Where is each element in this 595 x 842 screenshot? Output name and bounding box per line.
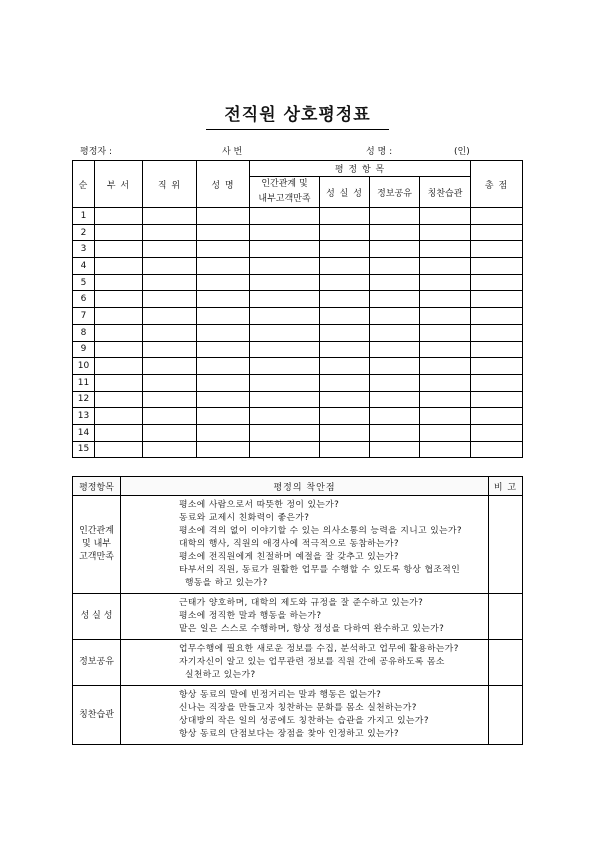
cell-position[interactable] <box>143 391 197 408</box>
cell-dept[interactable] <box>95 308 143 325</box>
header-position: 직 위 <box>143 161 197 208</box>
cell-praise[interactable] <box>420 391 471 408</box>
row-number: 8 <box>73 324 95 341</box>
cell-name[interactable] <box>197 358 250 375</box>
cell-position[interactable] <box>143 408 197 425</box>
table-row <box>73 224 523 241</box>
row-number: 10 <box>73 358 95 375</box>
cell-info-sharing[interactable] <box>370 341 420 358</box>
table-row <box>73 408 523 425</box>
guide-category-line: 인간관계 <box>79 526 114 536</box>
cell-info-sharing[interactable] <box>370 224 420 241</box>
cell-total[interactable] <box>471 324 523 341</box>
row-number: 13 <box>73 408 95 425</box>
guide-category <box>73 594 121 640</box>
cell-name[interactable] <box>197 441 250 458</box>
cell-dept[interactable] <box>95 208 143 225</box>
cell-sincerity[interactable] <box>320 308 370 325</box>
guide-category-line: 정보공유 <box>79 657 114 667</box>
header-item-relations-line1: 인간관계 및 <box>261 179 308 189</box>
cell-relations[interactable] <box>250 308 320 325</box>
guide-remarks-cell[interactable] <box>489 640 523 686</box>
cell-info-sharing[interactable] <box>370 308 420 325</box>
cell-total[interactable] <box>471 341 523 358</box>
cell-sincerity[interactable] <box>320 208 370 225</box>
cell-position[interactable] <box>143 324 197 341</box>
table-row <box>73 308 523 325</box>
cell-position[interactable] <box>143 341 197 358</box>
cell-praise[interactable] <box>420 308 471 325</box>
seal-mark: (인) <box>454 147 470 157</box>
cell-position[interactable] <box>143 424 197 441</box>
row-number: 4 <box>73 258 95 275</box>
guide-points <box>121 496 489 594</box>
cell-relations[interactable] <box>250 374 320 391</box>
row-number: 14 <box>73 424 95 441</box>
cell-dept[interactable] <box>95 358 143 375</box>
name-label: 성 명 : <box>366 147 393 157</box>
cell-dept[interactable] <box>95 341 143 358</box>
cell-praise[interactable] <box>420 274 471 291</box>
cell-praise[interactable] <box>420 258 471 275</box>
cell-praise[interactable] <box>420 408 471 425</box>
guide-point-item: 평소에 전직원에게 친절하며 예절을 잘 갖추고 있는가? <box>179 552 399 562</box>
cell-position[interactable] <box>143 258 197 275</box>
cell-total[interactable] <box>471 308 523 325</box>
cell-total[interactable] <box>471 241 523 258</box>
cell-name[interactable] <box>197 374 250 391</box>
header-total: 총 점 <box>471 161 523 208</box>
cell-relations[interactable] <box>250 424 320 441</box>
guide-point-item: 동료와 교제시 친화력이 좋은가? <box>179 513 310 523</box>
cell-sincerity[interactable] <box>320 291 370 308</box>
cell-dept[interactable] <box>95 258 143 275</box>
cell-relations[interactable] <box>250 441 320 458</box>
cell-info-sharing[interactable] <box>370 374 420 391</box>
cell-praise[interactable] <box>420 424 471 441</box>
cell-sincerity[interactable] <box>320 241 370 258</box>
cell-name[interactable] <box>197 241 250 258</box>
header-item-sincerity: 성 실 성 <box>320 177 370 208</box>
header-item-relations-line2: 내부고객만족 <box>258 194 311 204</box>
cell-sincerity[interactable] <box>320 408 370 425</box>
guide-point-item: 실천하고 있는가? <box>185 670 256 680</box>
table-row <box>73 274 523 291</box>
guide-point-item: 평소에 격의 없이 이야기할 수 있는 의사소통의 능력을 지니고 있는가? <box>179 526 462 536</box>
cell-name[interactable] <box>197 324 250 341</box>
cell-dept[interactable] <box>95 224 143 241</box>
guide-point-item: 항상 동료의 말에 빈정거리는 말과 행동은 없는가? <box>179 690 382 700</box>
row-number: 2 <box>73 224 95 241</box>
header-item-relations <box>250 177 320 208</box>
row-number: 6 <box>73 291 95 308</box>
guide-point-item: 근태가 양호하며, 대학의 제도와 규정을 잘 준수하고 있는가? <box>179 598 424 608</box>
cell-position[interactable] <box>143 308 197 325</box>
guide-point-item: 평소에 사람으로서 따뜻한 정이 있는가? <box>179 500 340 510</box>
cell-total[interactable] <box>471 408 523 425</box>
guide-point-item: 업무수행에 필요한 새로운 정보를 수집, 분석하고 업무에 활용하는가? <box>179 644 459 654</box>
cell-praise[interactable] <box>420 324 471 341</box>
cell-sincerity[interactable] <box>320 224 370 241</box>
cell-position[interactable] <box>143 241 197 258</box>
table-row <box>73 424 523 441</box>
cell-info-sharing[interactable] <box>370 258 420 275</box>
row-number: 15 <box>73 441 95 458</box>
cell-dept[interactable] <box>95 441 143 458</box>
cell-position[interactable] <box>143 274 197 291</box>
page-title: 전직원 상호평정표 <box>206 103 389 130</box>
row-number: 1 <box>73 208 95 225</box>
cell-total[interactable] <box>471 291 523 308</box>
cell-position[interactable] <box>143 358 197 375</box>
cell-total[interactable] <box>471 441 523 458</box>
guide-category-line: 및 내부 <box>82 539 111 549</box>
table-row <box>73 241 523 258</box>
cell-relations[interactable] <box>250 241 320 258</box>
cell-total[interactable] <box>471 374 523 391</box>
cell-relations[interactable] <box>250 408 320 425</box>
cell-relations[interactable] <box>250 324 320 341</box>
cell-praise[interactable] <box>420 358 471 375</box>
cell-praise[interactable] <box>420 208 471 225</box>
cell-dept[interactable] <box>95 424 143 441</box>
cell-total[interactable] <box>471 274 523 291</box>
employee-id-label: 사 번 <box>222 147 243 157</box>
table-row <box>73 358 523 375</box>
cell-dept[interactable] <box>95 324 143 341</box>
cell-relations[interactable] <box>250 208 320 225</box>
cell-position[interactable] <box>143 374 197 391</box>
guide-row <box>73 686 523 745</box>
cell-info-sharing[interactable] <box>370 391 420 408</box>
cell-relations[interactable] <box>250 391 320 408</box>
cell-total[interactable] <box>471 258 523 275</box>
cell-name[interactable] <box>197 258 250 275</box>
cell-dept[interactable] <box>95 391 143 408</box>
header-dept: 부 서 <box>95 161 143 208</box>
guide-table <box>72 476 523 745</box>
guide-point-item: 자기자신이 알고 있는 업무관련 정보를 직원 간에 공유하도록 몸소 <box>179 657 445 667</box>
table-row <box>73 391 523 408</box>
guide-category <box>73 686 121 745</box>
guide-category-line: 성 실 성 <box>80 611 113 621</box>
cell-total[interactable] <box>471 424 523 441</box>
cell-praise[interactable] <box>420 441 471 458</box>
table-row <box>73 291 523 308</box>
evaluator-label: 평정자 : <box>80 147 112 157</box>
cell-position[interactable] <box>143 224 197 241</box>
cell-praise[interactable] <box>420 224 471 241</box>
cell-info-sharing[interactable] <box>370 324 420 341</box>
cell-info-sharing[interactable] <box>370 241 420 258</box>
guide-point-item: 신나는 직장을 만들고자 칭찬하는 문화를 몸소 실천하는가? <box>179 703 417 713</box>
guide-point-item: 타부서의 직원, 동료가 원활한 업무를 수행할 수 있도록 항상 협조적인 <box>179 565 461 575</box>
guide-category <box>73 496 121 594</box>
header-no: 순 <box>73 161 95 208</box>
guide-row <box>73 496 523 594</box>
cell-sincerity[interactable] <box>320 274 370 291</box>
cell-sincerity[interactable] <box>320 358 370 375</box>
cell-relations[interactable] <box>250 224 320 241</box>
guide-point-item: 맡은 일은 스스로 수행하며, 항상 정성을 다하여 완수하고 있는가? <box>179 624 445 634</box>
guide-sections <box>73 496 523 745</box>
header-name: 성 명 <box>197 161 250 208</box>
cell-sincerity[interactable] <box>320 391 370 408</box>
cell-info-sharing[interactable] <box>370 441 420 458</box>
table-row <box>73 341 523 358</box>
cell-name[interactable] <box>197 391 250 408</box>
cell-praise[interactable] <box>420 241 471 258</box>
evaluation-rows <box>73 208 523 458</box>
cell-info-sharing[interactable] <box>370 358 420 375</box>
table-row <box>73 441 523 458</box>
guide-point-item: 평소에 정직한 말과 행동을 하는가? <box>179 611 322 621</box>
guide-points <box>121 686 489 745</box>
cell-relations[interactable] <box>250 358 320 375</box>
cell-name[interactable] <box>197 341 250 358</box>
cell-dept[interactable] <box>95 241 143 258</box>
guide-category <box>73 640 121 686</box>
guide-row <box>73 640 523 686</box>
cell-relations[interactable] <box>250 274 320 291</box>
guide-point-item: 대학의 행사, 직원의 애경사에 적극적으로 동참하는가? <box>179 539 399 549</box>
cell-name[interactable] <box>197 291 250 308</box>
guide-remarks-cell[interactable] <box>489 496 523 594</box>
guide-points <box>121 594 489 640</box>
guide-header-remarks: 비 고 <box>489 477 523 496</box>
cell-dept[interactable] <box>95 408 143 425</box>
cell-name[interactable] <box>197 208 250 225</box>
cell-relations[interactable] <box>250 341 320 358</box>
cell-sincerity[interactable] <box>320 258 370 275</box>
row-number: 11 <box>73 374 95 391</box>
guide-point-item: 항상 동료의 단점보다는 장점을 찾아 인정하고 있는가? <box>179 729 399 739</box>
row-number: 5 <box>73 274 95 291</box>
cell-name[interactable] <box>197 274 250 291</box>
guide-header-points: 평정의 착안점 <box>121 477 489 496</box>
guide-category-line: 고객만족 <box>79 552 114 562</box>
header-item-praise: 칭찬습관 <box>420 177 471 208</box>
guide-row <box>73 594 523 640</box>
cell-dept[interactable] <box>95 374 143 391</box>
cell-info-sharing[interactable] <box>370 408 420 425</box>
row-number: 12 <box>73 391 95 408</box>
row-number: 9 <box>73 341 95 358</box>
cell-position[interactable] <box>143 208 197 225</box>
row-number: 3 <box>73 241 95 258</box>
cell-info-sharing[interactable] <box>370 424 420 441</box>
guide-remarks-cell[interactable] <box>489 594 523 640</box>
cell-relations[interactable] <box>250 258 320 275</box>
row-number: 7 <box>73 308 95 325</box>
cell-sincerity[interactable] <box>320 374 370 391</box>
cell-dept[interactable] <box>95 274 143 291</box>
cell-sincerity[interactable] <box>320 324 370 341</box>
header-item-info-sharing: 정보공유 <box>370 177 420 208</box>
cell-position[interactable] <box>143 291 197 308</box>
cell-name[interactable] <box>197 408 250 425</box>
guide-point-item: 상대방의 작은 일의 성공에도 칭찬하는 습관을 가지고 있는가? <box>179 716 429 726</box>
header-eval-items: 평 정 항 목 <box>250 161 471 177</box>
cell-total[interactable] <box>471 224 523 241</box>
guide-point-item: 행동을 하고 있는가? <box>185 578 268 588</box>
cell-praise[interactable] <box>420 341 471 358</box>
evaluation-table <box>72 160 523 458</box>
cell-total[interactable] <box>471 391 523 408</box>
cell-name[interactable] <box>197 308 250 325</box>
guide-category-line: 칭찬습관 <box>79 709 114 720</box>
guide-points <box>121 640 489 686</box>
cell-relations[interactable] <box>250 291 320 308</box>
cell-info-sharing[interactable] <box>370 291 420 308</box>
cell-info-sharing[interactable] <box>370 208 420 225</box>
cell-praise[interactable] <box>420 291 471 308</box>
cell-position[interactable] <box>143 441 197 458</box>
cell-sincerity[interactable] <box>320 341 370 358</box>
cell-total[interactable] <box>471 208 523 225</box>
cell-info-sharing[interactable] <box>370 274 420 291</box>
cell-dept[interactable] <box>95 291 143 308</box>
cell-sincerity[interactable] <box>320 424 370 441</box>
cell-name[interactable] <box>197 224 250 241</box>
table-row <box>73 374 523 391</box>
cell-total[interactable] <box>471 358 523 375</box>
guide-remarks-cell[interactable] <box>489 686 523 745</box>
table-row <box>73 324 523 341</box>
cell-praise[interactable] <box>420 374 471 391</box>
guide-header-category: 평정항목 <box>73 477 121 496</box>
cell-sincerity[interactable] <box>320 441 370 458</box>
table-row <box>73 258 523 275</box>
cell-name[interactable] <box>197 424 250 441</box>
table-row <box>73 208 523 225</box>
